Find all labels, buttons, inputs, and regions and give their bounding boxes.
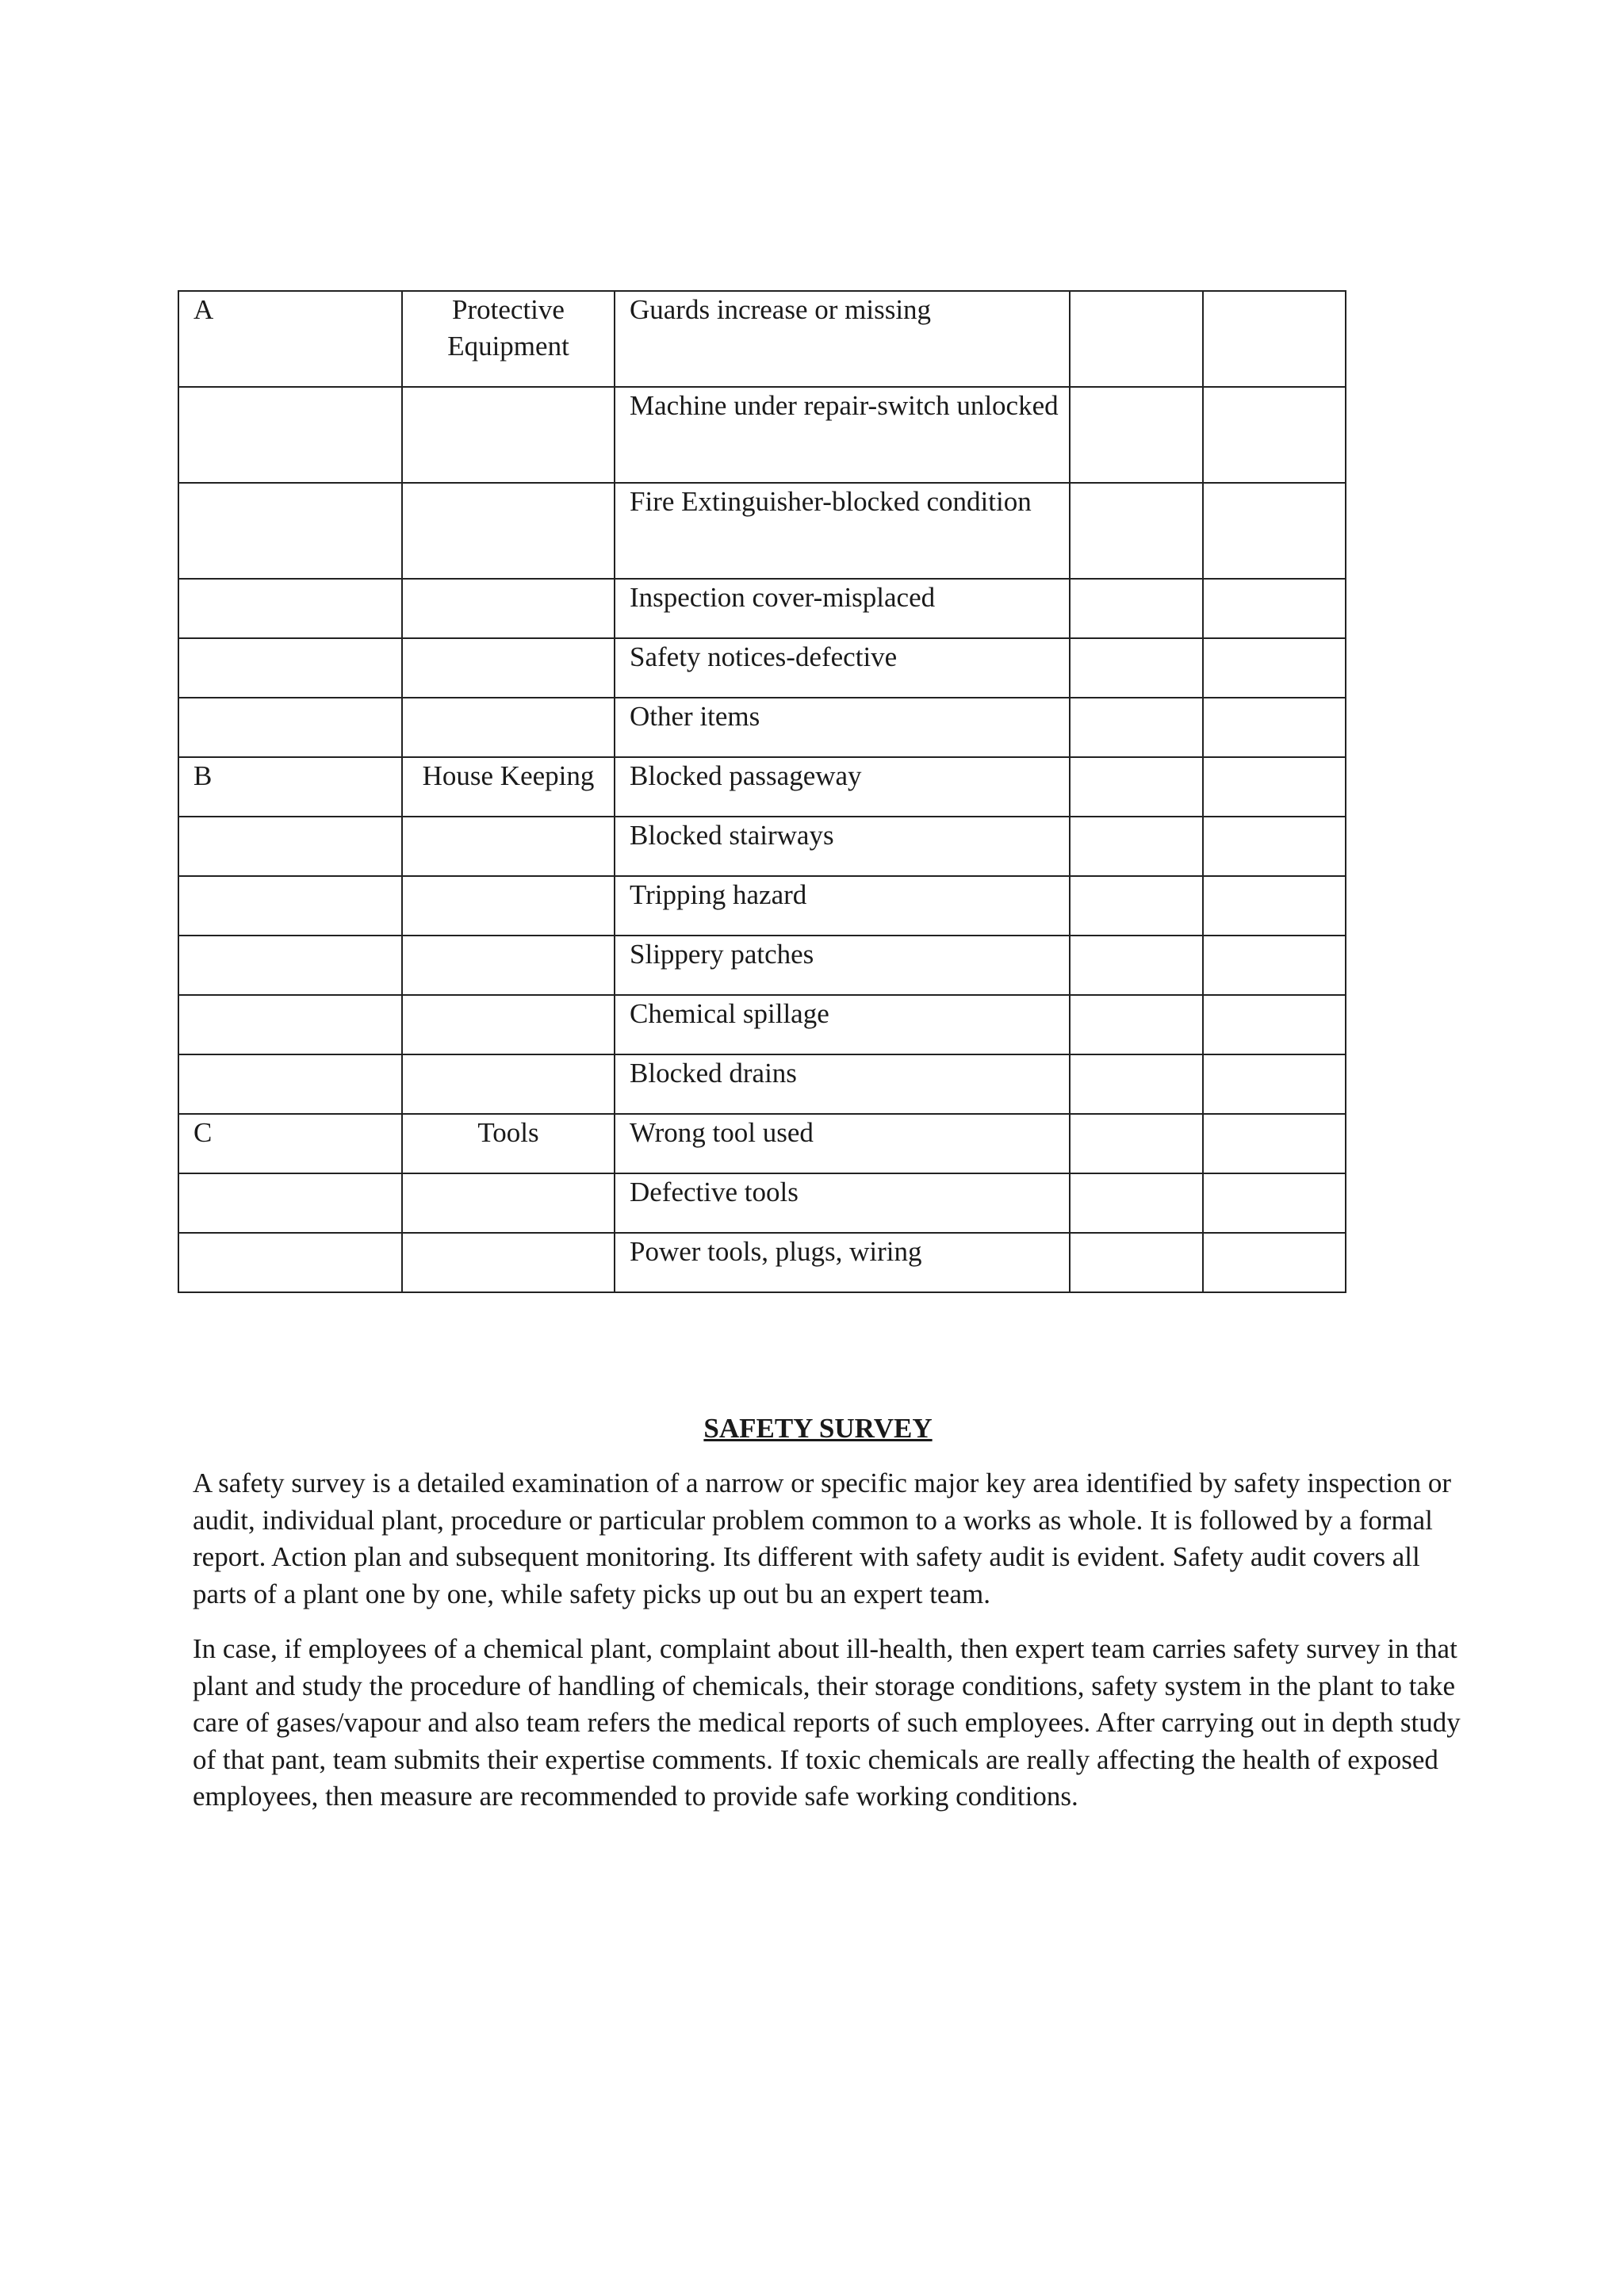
inspection-item-cell: Wrong tool used (615, 1114, 1070, 1173)
section-code-cell (178, 387, 402, 483)
section-code-cell (178, 995, 402, 1054)
category-cell (402, 387, 615, 483)
blank-cell (1070, 1233, 1203, 1292)
table-row (178, 876, 1346, 936)
inspection-item-cell: Machine under repair-switch unlocked (615, 387, 1070, 483)
inspection-item-cell: Fire Extinguisher-blocked condition (615, 483, 1070, 579)
blank-cell (1203, 638, 1346, 698)
inspection-item-cell: Tripping hazard (615, 876, 1070, 936)
blank-cell (1203, 936, 1346, 995)
blank-cell (1203, 876, 1346, 936)
blank-cell (1070, 757, 1203, 817)
inspection-item-cell: Blocked passageway (615, 757, 1070, 817)
blank-cell (1070, 698, 1203, 757)
category-cell: Tools (402, 1114, 615, 1173)
table-row (178, 483, 1346, 579)
inspection-item-cell: Other items (615, 698, 1070, 757)
blank-cell (1203, 483, 1346, 579)
category-cell (402, 1233, 615, 1292)
blank-cell (1203, 1114, 1346, 1173)
blank-cell (1203, 579, 1346, 638)
table-row (178, 638, 1346, 698)
blank-cell (1203, 817, 1346, 876)
table-row (178, 579, 1346, 638)
category-cell (402, 698, 615, 757)
blank-cell (1070, 579, 1203, 638)
category-cell (402, 936, 615, 995)
category-cell (402, 817, 615, 876)
survey-paragraph-2: In case, if employees of a chemical plant, complaint about ill-health, then expert team carries safety survey in that plant and study the procedure of handling of chemicals, their storage conditions, safety system in the plant to take care of gases/vapour and also team refers the medical reports of such employees. After carrying out in depth study of that pant, team submits their expertise comments. If toxic chemicals are really affecting the health of exposed employees, then measure are recommended to provide safe working conditions. (193, 1633, 1461, 1812)
table-row (178, 757, 1346, 817)
category-cell (402, 995, 615, 1054)
blank-cell (1070, 817, 1203, 876)
table-row (178, 1114, 1346, 1173)
blank-cell (1203, 291, 1346, 387)
section-code-cell (178, 638, 402, 698)
inspection-item-cell: Chemical spillage (615, 995, 1070, 1054)
section-code-cell (178, 483, 402, 579)
category-cell (402, 876, 615, 936)
table-row (178, 1173, 1346, 1233)
blank-cell (1070, 995, 1203, 1054)
category-cell (402, 579, 615, 638)
blank-cell (1203, 1173, 1346, 1233)
category-cell: Protective Equipment (402, 291, 615, 387)
blank-cell (1203, 1233, 1346, 1292)
table-row (178, 936, 1346, 995)
inspection-checklist-table (178, 290, 1346, 1293)
category-cell (402, 483, 615, 579)
blank-cell (1070, 1114, 1203, 1173)
blank-cell (1070, 638, 1203, 698)
blank-cell (1203, 757, 1346, 817)
section-code-cell: B (178, 757, 402, 817)
table-row (178, 1054, 1346, 1114)
blank-cell (1203, 387, 1346, 483)
table-row (178, 1233, 1346, 1292)
blank-cell (1203, 698, 1346, 757)
section-code-cell (178, 817, 402, 876)
table-row (178, 817, 1346, 876)
section-code-cell (178, 936, 402, 995)
blank-cell (1203, 995, 1346, 1054)
category-cell (402, 1173, 615, 1233)
inspection-item-cell: Blocked stairways (615, 817, 1070, 876)
blank-cell (1203, 1054, 1346, 1114)
blank-cell (1070, 291, 1203, 387)
blank-cell (1070, 936, 1203, 995)
blank-cell (1070, 387, 1203, 483)
inspection-item-cell: Guards increase or missing (615, 291, 1070, 387)
inspection-item-cell: Defective tools (615, 1173, 1070, 1233)
section-code-cell (178, 1173, 402, 1233)
blank-cell (1070, 483, 1203, 579)
section-code-cell (178, 579, 402, 638)
table-row (178, 995, 1346, 1054)
inspection-item-cell: Slippery patches (615, 936, 1070, 995)
section-code-cell (178, 876, 402, 936)
category-cell (402, 1054, 615, 1114)
section-code-cell (178, 1233, 402, 1292)
table-row (178, 698, 1346, 757)
section-code-cell (178, 698, 402, 757)
section-code-cell: C (178, 1114, 402, 1173)
blank-cell (1070, 1173, 1203, 1233)
section-title: SAFETY SURVEY (703, 1413, 933, 1444)
section-code-cell (178, 1054, 402, 1114)
blank-cell (1070, 1054, 1203, 1114)
blank-cell (1070, 876, 1203, 936)
table-row (178, 387, 1346, 483)
section-code-cell: A (178, 291, 402, 387)
survey-paragraph-1: A safety survey is a detailed examination of a narrow or specific major key area identified by safety inspection or audit, individual plant, procedure or particular problem common to a works as whole. It is followed by a formal report. Action plan and subsequent monitoring. Its different with safety audit is evident. Safety audit covers all parts of a plant one by one, while safety picks up out bu an expert team. (193, 1468, 1452, 1609)
checklist-body (178, 291, 1346, 1292)
category-cell (402, 638, 615, 698)
inspection-item-cell: Safety notices-defective (615, 638, 1070, 698)
category-cell: House Keeping (402, 757, 615, 817)
inspection-item-cell: Power tools, plugs, wiring (615, 1233, 1070, 1292)
table-row (178, 291, 1346, 387)
inspection-item-cell: Inspection cover-misplaced (615, 579, 1070, 638)
inspection-item-cell: Blocked drains (615, 1054, 1070, 1114)
